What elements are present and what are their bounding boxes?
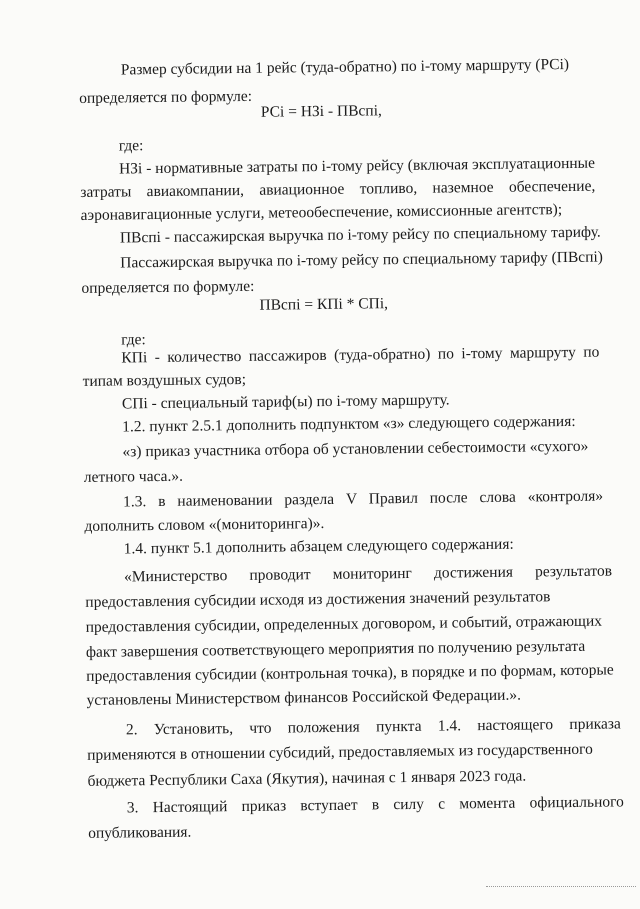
text-line: аэронавигационные услуги, метеообеспечение, комиссионные агентств); bbox=[80, 201, 563, 224]
text-line: бюджета Республики Саха (Якутия), начиная с 1 января 2023 года. bbox=[87, 767, 527, 790]
text-line: Размер субсидии на 1 рейс (туда-обратно) по і-тому маршруту (РСі) bbox=[120, 55, 570, 79]
text-line: летного часа.». bbox=[83, 467, 184, 486]
text-line: затраты авиакомпании, авиационное топливо, наземное обеспечение, bbox=[80, 177, 596, 201]
formula-rs: РСі = НЗі - ПВспі, bbox=[260, 102, 382, 121]
footer-dotted-line bbox=[486, 886, 636, 887]
text-line: предоставления субсидии, определенных договором, и событий, отражающих bbox=[85, 612, 603, 636]
text-line: 1.2. пункт 2.5.1 дополнить подпунктом «з» следующего содержания: bbox=[122, 412, 576, 436]
text-line: где: bbox=[121, 331, 146, 349]
text-line: типам воздушных судов; bbox=[82, 370, 247, 390]
text-line: определяется по формуле: bbox=[81, 277, 255, 297]
text-line: СПі - специальный тариф(ы) по і-тому маршруту. bbox=[121, 391, 450, 413]
text-line: 1.4. пункт 5.1 дополнить абзацем следующего содержания: bbox=[123, 535, 514, 558]
text-line: ПВспі - пассажирская выручка по і-тому рейсу по специальному тарифу. bbox=[119, 223, 601, 247]
text-line: установлены Министерством финансов Российской Федерации.». bbox=[86, 686, 522, 709]
text-line: «Министерство проводит мониторинг достижения результатов bbox=[123, 562, 613, 586]
text-line: 3. Настоящий приказ вступает в силу с момента официального bbox=[126, 793, 624, 817]
text-line: 1.3. в наименовании раздела V Правил после слова «контроля» bbox=[123, 487, 604, 511]
text-line: предоставления субсидии исходя из достижения значений результатов bbox=[85, 588, 551, 611]
text-line: где: bbox=[118, 137, 144, 155]
text-line: опубликования. bbox=[88, 823, 192, 842]
text-line: Пассажирская выручка по і-тому рейсу по специальному тарифу (ПВспі) bbox=[120, 248, 603, 272]
text-line: применяются в отношении субсидий, предоставляемых из государственного bbox=[87, 740, 593, 764]
formula-pvsp: ПВспі = КПі * СПі, bbox=[259, 295, 389, 314]
text-line: определяется по формуле: bbox=[79, 87, 253, 107]
text-line: НЗі - нормативные затраты по і-тому рейсу (включая эксплуатационные bbox=[118, 154, 596, 178]
text-line: 2. Установить, что положения пункта 1.4. настоящего приказа bbox=[125, 715, 621, 739]
text-line: «з) приказ участника отбора об установлении себестоимости «сухого» bbox=[122, 437, 589, 461]
text-line: дополнить словом «(мониторинга)». bbox=[84, 514, 325, 535]
text-line: КПі - количество пассажиров (туда-обратно) по і-тому маршруту по bbox=[121, 343, 600, 367]
text-line: предоставления субсидии (контрольная точка), в порядке и по формам, которые bbox=[86, 661, 614, 685]
text-line: факт завершения соответствующего мероприятия по получению результата bbox=[85, 637, 586, 661]
